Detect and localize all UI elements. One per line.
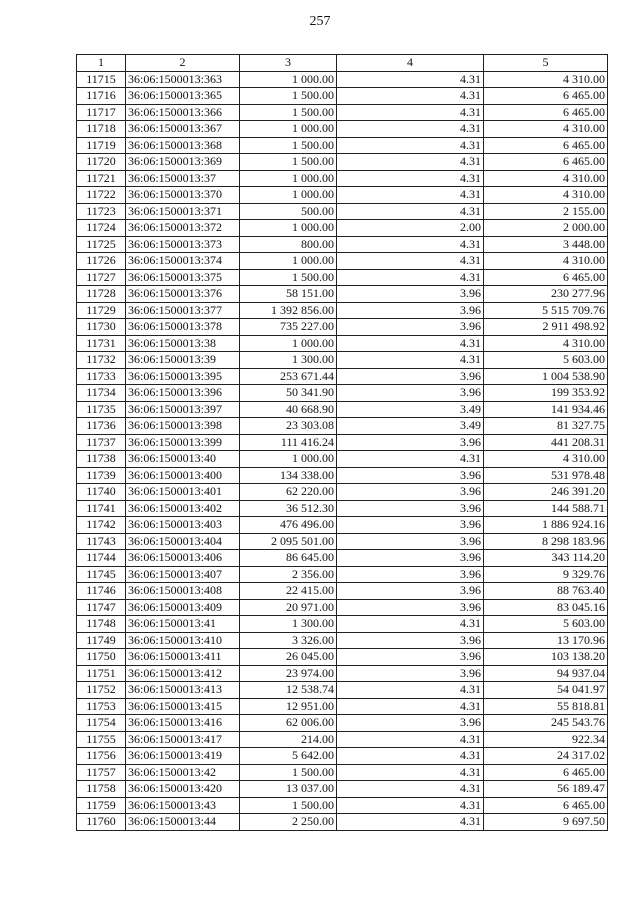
table-row bbox=[77, 550, 608, 567]
table-row bbox=[77, 715, 608, 732]
rate-cell: 3.96 bbox=[337, 467, 484, 484]
row-number-cell: 11732 bbox=[77, 352, 126, 369]
cadastral-number-cell: 36:06:1500013:44 bbox=[126, 814, 240, 831]
table-row bbox=[77, 533, 608, 550]
rate-cell: 3.96 bbox=[337, 599, 484, 616]
rate-cell: 4.31 bbox=[337, 269, 484, 286]
table-body bbox=[77, 71, 608, 830]
area-cell: 1 000.00 bbox=[240, 170, 337, 187]
table-row bbox=[77, 352, 608, 369]
rate-cell: 4.31 bbox=[337, 104, 484, 121]
rate-cell: 4.31 bbox=[337, 154, 484, 171]
amount-cell: 94 937.04 bbox=[484, 665, 608, 682]
rate-cell: 3.96 bbox=[337, 665, 484, 682]
cadastral-number-cell: 36:06:1500013:398 bbox=[126, 418, 240, 435]
row-number-cell: 11736 bbox=[77, 418, 126, 435]
cadastral-number-cell: 36:06:1500013:413 bbox=[126, 682, 240, 699]
rate-cell: 3.49 bbox=[337, 401, 484, 418]
cadastral-number-cell: 36:06:1500013:373 bbox=[126, 236, 240, 253]
cadastral-number-cell: 36:06:1500013:417 bbox=[126, 731, 240, 748]
cadastral-number-cell: 36:06:1500013:408 bbox=[126, 583, 240, 600]
cadastral-number-cell: 36:06:1500013:374 bbox=[126, 253, 240, 270]
amount-cell: 4 310.00 bbox=[484, 170, 608, 187]
cadastral-number-cell: 36:06:1500013:38 bbox=[126, 335, 240, 352]
row-number-cell: 11722 bbox=[77, 187, 126, 204]
cadastral-number-cell: 36:06:1500013:375 bbox=[126, 269, 240, 286]
cadastral-number-cell: 36:06:1500013:415 bbox=[126, 698, 240, 715]
rate-cell: 3.96 bbox=[337, 302, 484, 319]
row-number-cell: 11750 bbox=[77, 649, 126, 666]
rate-cell: 3.96 bbox=[337, 715, 484, 732]
table-row bbox=[77, 335, 608, 352]
table-row bbox=[77, 220, 608, 237]
rate-cell: 4.31 bbox=[337, 352, 484, 369]
table-row bbox=[77, 401, 608, 418]
amount-cell: 441 208.31 bbox=[484, 434, 608, 451]
cadastral-number-cell: 36:06:1500013:39 bbox=[126, 352, 240, 369]
rate-cell: 4.31 bbox=[337, 451, 484, 468]
area-cell: 22 415.00 bbox=[240, 583, 337, 600]
amount-cell: 24 317.02 bbox=[484, 748, 608, 765]
row-number-cell: 11729 bbox=[77, 302, 126, 319]
cadastral-number-cell: 36:06:1500013:40 bbox=[126, 451, 240, 468]
amount-cell: 83 045.16 bbox=[484, 599, 608, 616]
cadastral-number-cell: 36:06:1500013:419 bbox=[126, 748, 240, 765]
rate-cell: 3.96 bbox=[337, 319, 484, 336]
table-row bbox=[77, 286, 608, 303]
cadastral-number-cell: 36:06:1500013:397 bbox=[126, 401, 240, 418]
row-number-cell: 11752 bbox=[77, 682, 126, 699]
amount-cell: 88 763.40 bbox=[484, 583, 608, 600]
cadastral-number-cell: 36:06:1500013:406 bbox=[126, 550, 240, 567]
rate-cell: 3.96 bbox=[337, 434, 484, 451]
area-cell: 111 416.24 bbox=[240, 434, 337, 451]
table-row bbox=[77, 500, 608, 517]
cadastral-number-cell: 36:06:1500013:420 bbox=[126, 781, 240, 798]
area-cell: 1 000.00 bbox=[240, 220, 337, 237]
rate-cell: 3.49 bbox=[337, 418, 484, 435]
area-cell: 23 974.00 bbox=[240, 665, 337, 682]
row-number-cell: 11724 bbox=[77, 220, 126, 237]
row-number-cell: 11725 bbox=[77, 236, 126, 253]
cadastral-number-cell: 36:06:1500013:401 bbox=[126, 484, 240, 501]
table-row bbox=[77, 632, 608, 649]
area-cell: 1 000.00 bbox=[240, 71, 337, 88]
area-cell: 58 151.00 bbox=[240, 286, 337, 303]
table-row bbox=[77, 236, 608, 253]
area-cell: 1 392 856.00 bbox=[240, 302, 337, 319]
table-row bbox=[77, 682, 608, 699]
area-cell: 500.00 bbox=[240, 203, 337, 220]
column-header-1: 1 bbox=[77, 55, 126, 72]
table-row bbox=[77, 517, 608, 534]
table-row bbox=[77, 269, 608, 286]
amount-cell: 4 310.00 bbox=[484, 335, 608, 352]
table-row bbox=[77, 368, 608, 385]
cadastral-number-cell: 36:06:1500013:369 bbox=[126, 154, 240, 171]
row-number-cell: 11741 bbox=[77, 500, 126, 517]
area-cell: 40 668.90 bbox=[240, 401, 337, 418]
rate-cell: 3.96 bbox=[337, 385, 484, 402]
area-cell: 1 500.00 bbox=[240, 269, 337, 286]
cadastral-number-cell: 36:06:1500013:402 bbox=[126, 500, 240, 517]
area-cell: 253 671.44 bbox=[240, 368, 337, 385]
table-row bbox=[77, 566, 608, 583]
amount-cell: 5 515 709.76 bbox=[484, 302, 608, 319]
rate-cell: 3.96 bbox=[337, 484, 484, 501]
area-cell: 1 300.00 bbox=[240, 616, 337, 633]
area-cell: 1 500.00 bbox=[240, 764, 337, 781]
rate-cell: 3.96 bbox=[337, 583, 484, 600]
table-row bbox=[77, 104, 608, 121]
row-number-cell: 11754 bbox=[77, 715, 126, 732]
cadastral-number-cell: 36:06:1500013:412 bbox=[126, 665, 240, 682]
row-number-cell: 11720 bbox=[77, 154, 126, 171]
amount-cell: 1 886 924.16 bbox=[484, 517, 608, 534]
table-row bbox=[77, 434, 608, 451]
row-number-cell: 11758 bbox=[77, 781, 126, 798]
amount-cell: 246 391.20 bbox=[484, 484, 608, 501]
amount-cell: 1 004 538.90 bbox=[484, 368, 608, 385]
rate-cell: 3.96 bbox=[337, 533, 484, 550]
amount-cell: 3 448.00 bbox=[484, 236, 608, 253]
rate-cell: 4.31 bbox=[337, 698, 484, 715]
area-cell: 2 250.00 bbox=[240, 814, 337, 831]
area-cell: 12 538.74 bbox=[240, 682, 337, 699]
row-number-cell: 11753 bbox=[77, 698, 126, 715]
row-number-cell: 11731 bbox=[77, 335, 126, 352]
cadastral-number-cell: 36:06:1500013:366 bbox=[126, 104, 240, 121]
amount-cell: 245 543.76 bbox=[484, 715, 608, 732]
row-number-cell: 11747 bbox=[77, 599, 126, 616]
amount-cell: 81 327.75 bbox=[484, 418, 608, 435]
area-cell: 1 000.00 bbox=[240, 187, 337, 204]
cadastral-number-cell: 36:06:1500013:403 bbox=[126, 517, 240, 534]
area-cell: 2 356.00 bbox=[240, 566, 337, 583]
amount-cell: 2 000.00 bbox=[484, 220, 608, 237]
table-row bbox=[77, 748, 608, 765]
area-cell: 134 338.00 bbox=[240, 467, 337, 484]
table-row bbox=[77, 731, 608, 748]
area-cell: 1 500.00 bbox=[240, 154, 337, 171]
row-number-cell: 11757 bbox=[77, 764, 126, 781]
area-cell: 62 006.00 bbox=[240, 715, 337, 732]
cadastral-number-cell: 36:06:1500013:404 bbox=[126, 533, 240, 550]
row-number-cell: 11748 bbox=[77, 616, 126, 633]
row-number-cell: 11745 bbox=[77, 566, 126, 583]
area-cell: 1 300.00 bbox=[240, 352, 337, 369]
table-row bbox=[77, 203, 608, 220]
row-number-cell: 11717 bbox=[77, 104, 126, 121]
table-header-row bbox=[77, 55, 608, 72]
area-cell: 1 000.00 bbox=[240, 253, 337, 270]
amount-cell: 55 818.81 bbox=[484, 698, 608, 715]
row-number-cell: 11728 bbox=[77, 286, 126, 303]
column-header-2: 2 bbox=[126, 55, 240, 72]
area-cell: 1 000.00 bbox=[240, 451, 337, 468]
table-row bbox=[77, 583, 608, 600]
rate-cell: 3.96 bbox=[337, 286, 484, 303]
cadastral-number-cell: 36:06:1500013:407 bbox=[126, 566, 240, 583]
cadastral-number-cell: 36:06:1500013:43 bbox=[126, 797, 240, 814]
rate-cell: 4.31 bbox=[337, 137, 484, 154]
area-cell: 1 000.00 bbox=[240, 335, 337, 352]
row-number-cell: 11756 bbox=[77, 748, 126, 765]
table-row bbox=[77, 170, 608, 187]
row-number-cell: 11755 bbox=[77, 731, 126, 748]
row-number-cell: 11718 bbox=[77, 121, 126, 138]
table-row bbox=[77, 88, 608, 105]
table-row bbox=[77, 319, 608, 336]
table-row bbox=[77, 137, 608, 154]
amount-cell: 531 978.48 bbox=[484, 467, 608, 484]
amount-cell: 141 934.46 bbox=[484, 401, 608, 418]
cadastral-number-cell: 36:06:1500013:396 bbox=[126, 385, 240, 402]
rate-cell: 3.96 bbox=[337, 649, 484, 666]
cadastral-number-cell: 36:06:1500013:409 bbox=[126, 599, 240, 616]
area-cell: 23 303.08 bbox=[240, 418, 337, 435]
area-cell: 86 645.00 bbox=[240, 550, 337, 567]
table-row bbox=[77, 781, 608, 798]
rate-cell: 3.96 bbox=[337, 632, 484, 649]
table-row bbox=[77, 665, 608, 682]
area-cell: 1 500.00 bbox=[240, 137, 337, 154]
cadastral-number-cell: 36:06:1500013:365 bbox=[126, 88, 240, 105]
data-table bbox=[76, 54, 608, 831]
area-cell: 2 095 501.00 bbox=[240, 533, 337, 550]
amount-cell: 4 310.00 bbox=[484, 451, 608, 468]
amount-cell: 2 155.00 bbox=[484, 203, 608, 220]
table-row bbox=[77, 154, 608, 171]
table-row bbox=[77, 71, 608, 88]
rate-cell: 4.31 bbox=[337, 121, 484, 138]
amount-cell: 6 465.00 bbox=[484, 137, 608, 154]
table-row bbox=[77, 649, 608, 666]
amount-cell: 6 465.00 bbox=[484, 764, 608, 781]
row-number-cell: 11739 bbox=[77, 467, 126, 484]
table-row bbox=[77, 418, 608, 435]
table-row bbox=[77, 451, 608, 468]
amount-cell: 103 138.20 bbox=[484, 649, 608, 666]
table-row bbox=[77, 797, 608, 814]
cadastral-number-cell: 36:06:1500013:41 bbox=[126, 616, 240, 633]
amount-cell: 343 114.20 bbox=[484, 550, 608, 567]
row-number-cell: 11734 bbox=[77, 385, 126, 402]
rate-cell: 3.96 bbox=[337, 566, 484, 583]
amount-cell: 2 911 498.92 bbox=[484, 319, 608, 336]
cadastral-number-cell: 36:06:1500013:410 bbox=[126, 632, 240, 649]
row-number-cell: 11737 bbox=[77, 434, 126, 451]
column-header-3: 3 bbox=[240, 55, 337, 72]
row-number-cell: 11716 bbox=[77, 88, 126, 105]
rate-cell: 4.31 bbox=[337, 88, 484, 105]
area-cell: 12 951.00 bbox=[240, 698, 337, 715]
table-row bbox=[77, 616, 608, 633]
table-row bbox=[77, 764, 608, 781]
amount-cell: 8 298 183.96 bbox=[484, 533, 608, 550]
amount-cell: 9 329.76 bbox=[484, 566, 608, 583]
amount-cell: 4 310.00 bbox=[484, 71, 608, 88]
cadastral-number-cell: 36:06:1500013:372 bbox=[126, 220, 240, 237]
area-cell: 1 500.00 bbox=[240, 88, 337, 105]
amount-cell: 5 603.00 bbox=[484, 616, 608, 633]
cadastral-number-cell: 36:06:1500013:363 bbox=[126, 71, 240, 88]
rate-cell: 3.96 bbox=[337, 368, 484, 385]
cadastral-number-cell: 36:06:1500013:37 bbox=[126, 170, 240, 187]
row-number-cell: 11760 bbox=[77, 814, 126, 831]
area-cell: 62 220.00 bbox=[240, 484, 337, 501]
amount-cell: 230 277.96 bbox=[484, 286, 608, 303]
table-row bbox=[77, 698, 608, 715]
amount-cell: 6 465.00 bbox=[484, 154, 608, 171]
cadastral-number-cell: 36:06:1500013:378 bbox=[126, 319, 240, 336]
table-row bbox=[77, 385, 608, 402]
row-number-cell: 11759 bbox=[77, 797, 126, 814]
amount-cell: 54 041.97 bbox=[484, 682, 608, 699]
row-number-cell: 11751 bbox=[77, 665, 126, 682]
cadastral-number-cell: 36:06:1500013:416 bbox=[126, 715, 240, 732]
rate-cell: 4.31 bbox=[337, 731, 484, 748]
amount-cell: 6 465.00 bbox=[484, 269, 608, 286]
rate-cell: 2.00 bbox=[337, 220, 484, 237]
rate-cell: 4.31 bbox=[337, 203, 484, 220]
row-number-cell: 11726 bbox=[77, 253, 126, 270]
row-number-cell: 11743 bbox=[77, 533, 126, 550]
rate-cell: 4.31 bbox=[337, 170, 484, 187]
area-cell: 20 971.00 bbox=[240, 599, 337, 616]
rate-cell: 4.31 bbox=[337, 764, 484, 781]
area-cell: 1 500.00 bbox=[240, 797, 337, 814]
table-row bbox=[77, 484, 608, 501]
rate-cell: 4.31 bbox=[337, 253, 484, 270]
cadastral-number-cell: 36:06:1500013:42 bbox=[126, 764, 240, 781]
area-cell: 36 512.30 bbox=[240, 500, 337, 517]
area-cell: 3 326.00 bbox=[240, 632, 337, 649]
rate-cell: 4.31 bbox=[337, 814, 484, 831]
amount-cell: 6 465.00 bbox=[484, 88, 608, 105]
area-cell: 13 037.00 bbox=[240, 781, 337, 798]
rate-cell: 4.31 bbox=[337, 797, 484, 814]
cadastral-number-cell: 36:06:1500013:377 bbox=[126, 302, 240, 319]
area-cell: 800.00 bbox=[240, 236, 337, 253]
amount-cell: 199 353.92 bbox=[484, 385, 608, 402]
rate-cell: 4.31 bbox=[337, 682, 484, 699]
amount-cell: 4 310.00 bbox=[484, 187, 608, 204]
area-cell: 50 341.90 bbox=[240, 385, 337, 402]
row-number-cell: 11749 bbox=[77, 632, 126, 649]
area-cell: 5 642.00 bbox=[240, 748, 337, 765]
area-cell: 1 000.00 bbox=[240, 121, 337, 138]
cadastral-number-cell: 36:06:1500013:368 bbox=[126, 137, 240, 154]
row-number-cell: 11733 bbox=[77, 368, 126, 385]
row-number-cell: 11740 bbox=[77, 484, 126, 501]
amount-cell: 9 697.50 bbox=[484, 814, 608, 831]
table-row bbox=[77, 467, 608, 484]
area-cell: 735 227.00 bbox=[240, 319, 337, 336]
area-cell: 476 496.00 bbox=[240, 517, 337, 534]
rate-cell: 4.31 bbox=[337, 71, 484, 88]
row-number-cell: 11742 bbox=[77, 517, 126, 534]
row-number-cell: 11730 bbox=[77, 319, 126, 336]
cadastral-number-cell: 36:06:1500013:376 bbox=[126, 286, 240, 303]
row-number-cell: 11735 bbox=[77, 401, 126, 418]
amount-cell: 922.34 bbox=[484, 731, 608, 748]
row-number-cell: 11744 bbox=[77, 550, 126, 567]
amount-cell: 4 310.00 bbox=[484, 121, 608, 138]
cadastral-number-cell: 36:06:1500013:367 bbox=[126, 121, 240, 138]
table-row bbox=[77, 599, 608, 616]
rate-cell: 3.96 bbox=[337, 517, 484, 534]
table-row bbox=[77, 121, 608, 138]
row-number-cell: 11719 bbox=[77, 137, 126, 154]
table-row bbox=[77, 302, 608, 319]
rate-cell: 3.96 bbox=[337, 500, 484, 517]
row-number-cell: 11727 bbox=[77, 269, 126, 286]
column-header-4: 4 bbox=[337, 55, 484, 72]
amount-cell: 5 603.00 bbox=[484, 352, 608, 369]
rate-cell: 4.31 bbox=[337, 781, 484, 798]
row-number-cell: 11738 bbox=[77, 451, 126, 468]
cadastral-number-cell: 36:06:1500013:371 bbox=[126, 203, 240, 220]
cadastral-number-cell: 36:06:1500013:370 bbox=[126, 187, 240, 204]
rate-cell: 4.31 bbox=[337, 236, 484, 253]
table-row bbox=[77, 253, 608, 270]
amount-cell: 144 588.71 bbox=[484, 500, 608, 517]
table-row bbox=[77, 814, 608, 831]
rate-cell: 4.31 bbox=[337, 616, 484, 633]
amount-cell: 13 170.96 bbox=[484, 632, 608, 649]
cadastral-number-cell: 36:06:1500013:395 bbox=[126, 368, 240, 385]
row-number-cell: 11723 bbox=[77, 203, 126, 220]
row-number-cell: 11715 bbox=[77, 71, 126, 88]
amount-cell: 4 310.00 bbox=[484, 253, 608, 270]
column-header-5: 5 bbox=[484, 55, 608, 72]
rate-cell: 4.31 bbox=[337, 187, 484, 204]
area-cell: 214.00 bbox=[240, 731, 337, 748]
rate-cell: 4.31 bbox=[337, 335, 484, 352]
amount-cell: 56 189.47 bbox=[484, 781, 608, 798]
cadastral-number-cell: 36:06:1500013:400 bbox=[126, 467, 240, 484]
amount-cell: 6 465.00 bbox=[484, 104, 608, 121]
page-number: 257 bbox=[309, 14, 331, 29]
amount-cell: 6 465.00 bbox=[484, 797, 608, 814]
cadastral-number-cell: 36:06:1500013:399 bbox=[126, 434, 240, 451]
row-number-cell: 11721 bbox=[77, 170, 126, 187]
rate-cell: 3.96 bbox=[337, 550, 484, 567]
row-number-cell: 11746 bbox=[77, 583, 126, 600]
area-cell: 26 045.00 bbox=[240, 649, 337, 666]
rate-cell: 4.31 bbox=[337, 748, 484, 765]
cadastral-number-cell: 36:06:1500013:411 bbox=[126, 649, 240, 666]
table-row bbox=[77, 187, 608, 204]
area-cell: 1 500.00 bbox=[240, 104, 337, 121]
